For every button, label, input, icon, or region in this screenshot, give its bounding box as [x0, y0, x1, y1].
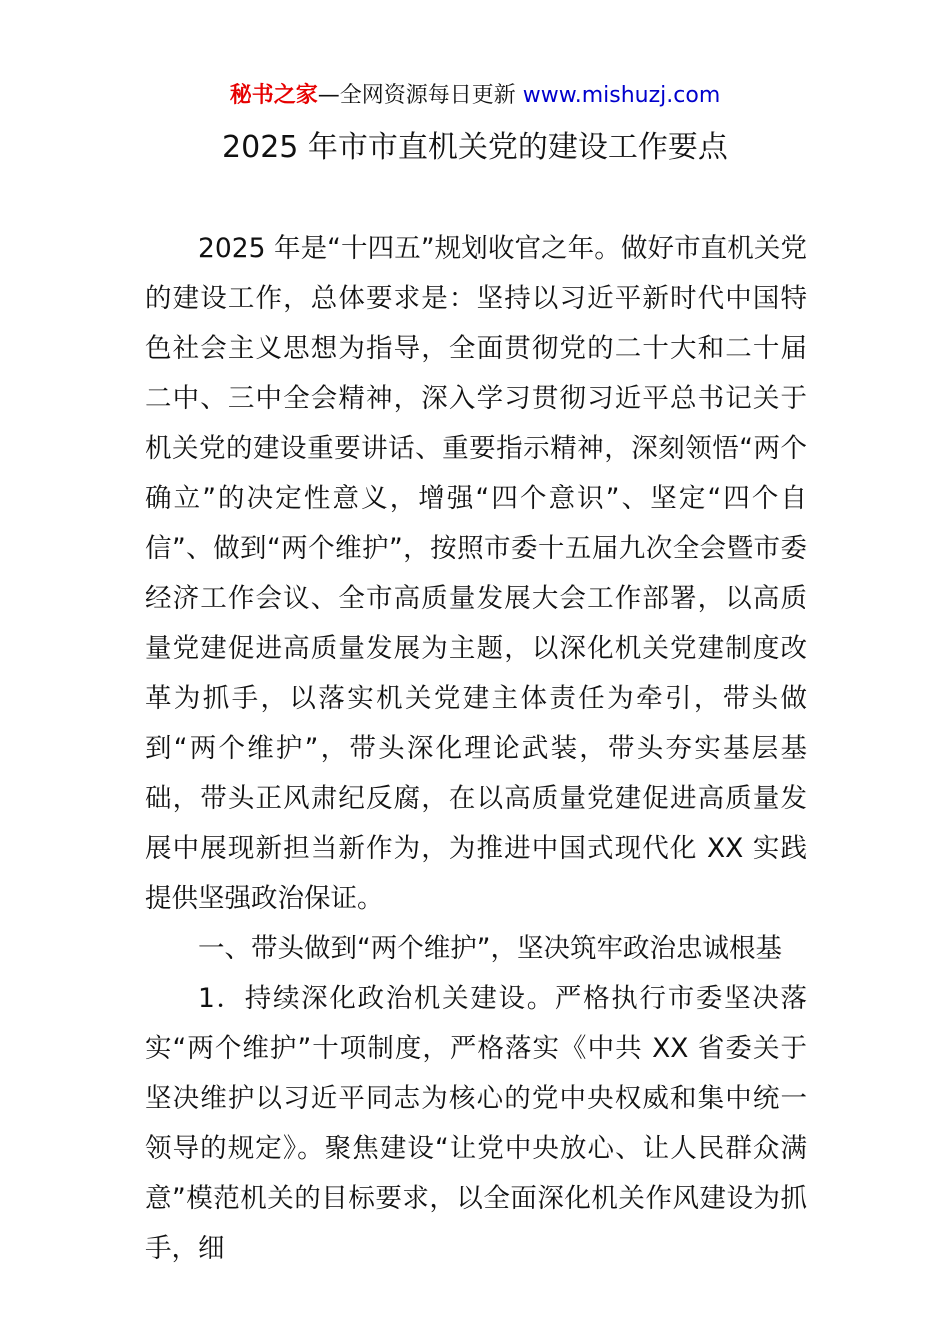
site-brand: 秘书之家 [229, 83, 318, 108]
document-body [145, 224, 807, 1274]
section-heading: 一、带头做到“两个维护”，坚决筑牢政治忠诚根基 [198, 933, 782, 964]
site-header [0, 80, 950, 112]
document-title: 2025 年市市直机关党的建设工作要点 [222, 130, 728, 165]
body-paragraph: 1．持续深化政治机关建设。严格执行市委坚决落实“两个维护”十项制度，严格落实《中共 XX 省委关于坚决维护以习近平同志为核心的党中央权威和集中统一领导的规定》。聚焦建设“让党中央放心、让人民群众满意”模范机关的目标要求，以全面深化机关作风建设为抓手，细 [145, 983, 807, 1264]
site-url-link[interactable]: www.mishuzj.com [522, 83, 721, 108]
site-slogan: —全网资源每日更新 [317, 83, 523, 108]
intro-paragraph: 2025 年是“十四五”规划收官之年。做好市直机关党的建设工作，总体要求是：坚持以习近平新时代中国特色社会主义思想为指导，全面贯彻党的二十大和二十届二中、三中全会精神，深入学习贯彻习近平总书记关于机关党的建设重要讲话、重要指示精神，深刻领悟“两个确立”的决定性意义，增强“四个意识”、坚定“四个自信”、做到“两个维护”，按照市委十五届九次全会暨市委经济工作会议、全市高质量发展大会工作部署，以高质量党建促进高质量发展为主题，以深化机关党建制度改革为抓手，以落实机关党建主体责任为牵引，带头做到“两个维护”，带头深化理论武装，带头夯实基层基础，带头正风肃纪反腐，在以高质量党建促进高质量发展中展现新担当新作为，为推进中国式现代化 XX 实践提供坚强政治保证。 [145, 233, 807, 914]
